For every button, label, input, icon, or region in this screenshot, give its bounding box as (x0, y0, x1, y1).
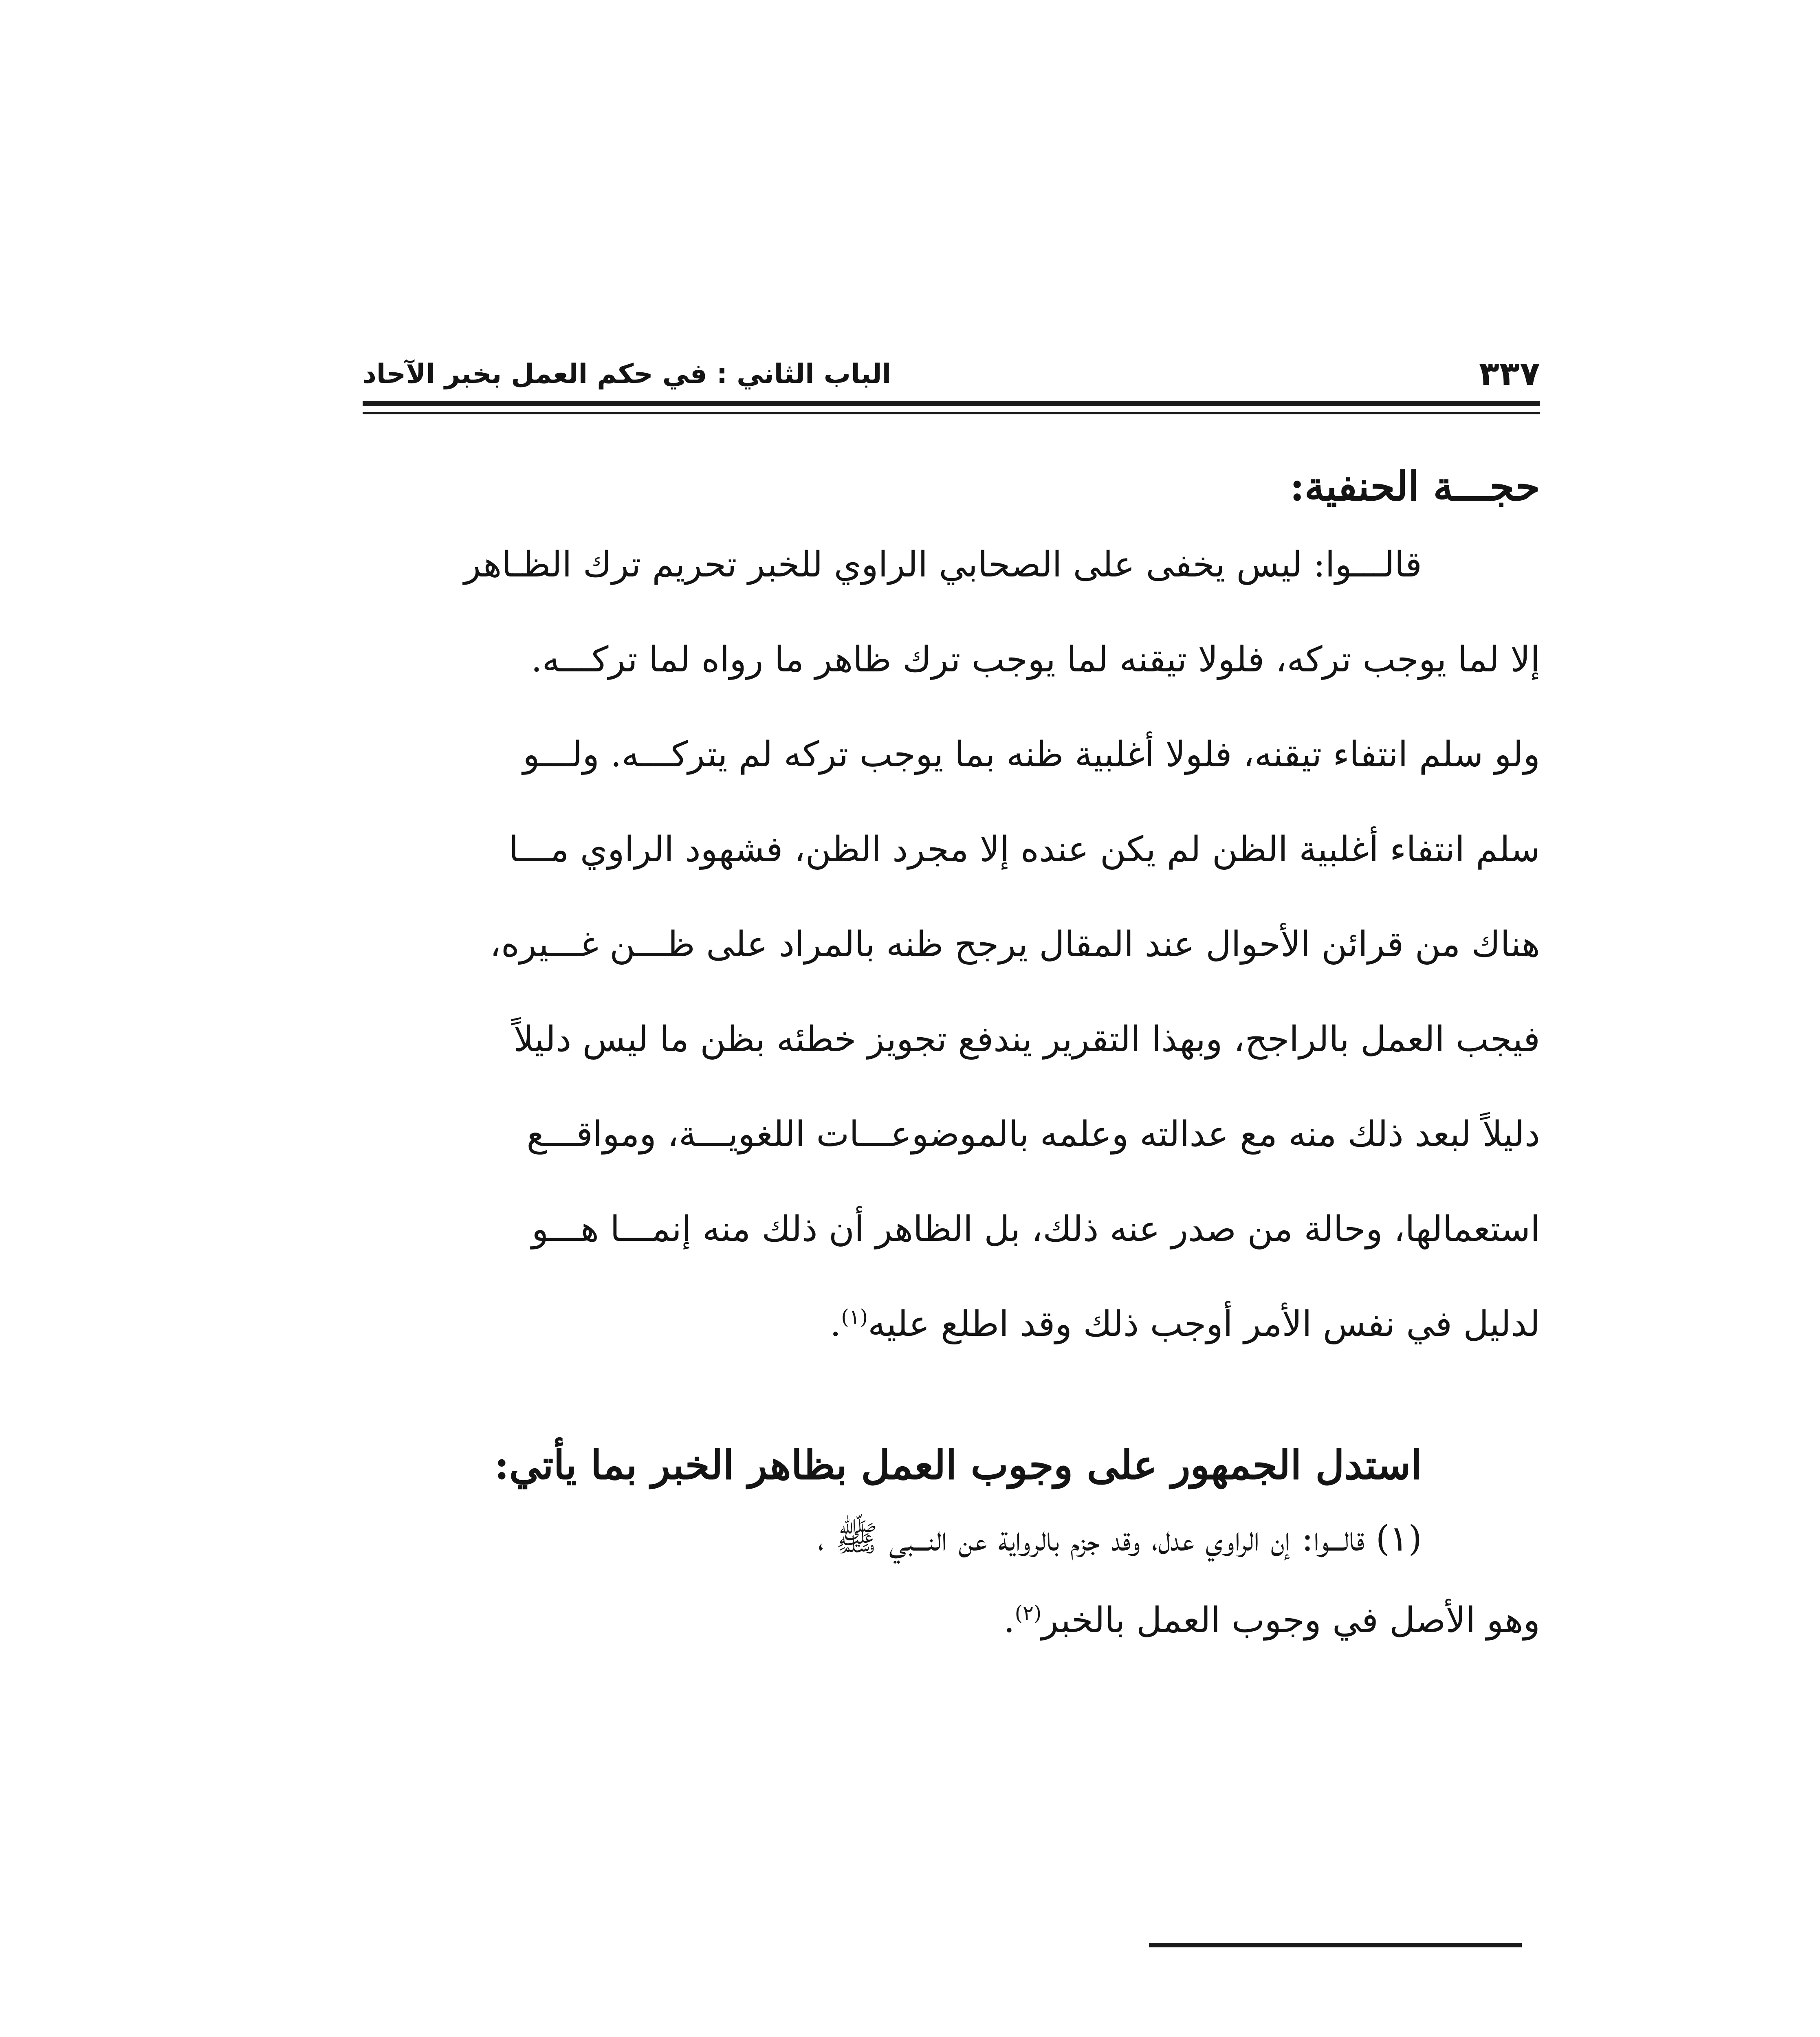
text-line: هناك من قرائن الأحوال عند المقال يرجح ظنه بالمراد على ظـــن غـــيره، (490, 924, 1540, 965)
text-line-last (359, 1579, 1540, 1661)
section-heading-hanafi: حجـــة الحنفية: (1290, 463, 1540, 510)
footnote-ref-1: (١) (841, 1305, 868, 1329)
text-line: دليلاً لبعد ذلك منه مع عدالته وعلمه بالموضوعـــات اللغويـــة، ومواقـــع (526, 1114, 1540, 1155)
text-line: (١) قالـــوا: إن الراوي عدل، وقد جزم بالرواية عن النـــبي ﷺ ، (817, 1518, 1422, 1559)
main-text (359, 456, 1540, 1661)
page-header (363, 354, 1540, 394)
text-run: لدليل في نفس الأمر أوجب ذلك وقد اطلع عليه (868, 1304, 1540, 1344)
text-line: ولو سلم انتفاء تيقنه، فلولا أغلبية ظنه بما يوجب تركه لم يتركـــه. ولـــو (523, 734, 1540, 775)
section-heading-jumhur: استدل الجمهور على وجوب العمل بظاهر الخبر بما يأتي: (494, 1442, 1422, 1489)
text-line: استعمالها، وحالة من صدر عنه ذلك، بل الظاهر أن ذلك منه إنمـــا هـــو (531, 1209, 1540, 1249)
period: . (830, 1304, 841, 1344)
footnote-separator (1149, 1943, 1522, 1947)
text-line: قالـــوا: ليس يخفى على الصحابي الراوي للخبر تحريم ترك الظـاهر (464, 544, 1422, 585)
text-line: سلم انتفاء أغلبية الظن لم يكن عنده إلا مجرد الظن، فشهود الراوي مـــا (508, 829, 1540, 870)
running-title: الباب الثاني : في حكم العمل بخبر الآحاد (363, 358, 891, 389)
text-line: فيجب العمل بالراجح، وبهذا التقرير يندفع تجويز خطئه بظن ما ليس دليلاً (513, 1019, 1540, 1060)
page-number: ٣٣٧ (1479, 354, 1540, 393)
period: . (1004, 1600, 1015, 1641)
header-rule-thick (363, 401, 1540, 406)
text-line: إلا لما يوجب تركه، فلولا تيقنه لما يوجب ترك ظاهر ما رواه لما تركـــه. (531, 639, 1540, 680)
footnote-ref-2: (٢) (1015, 1601, 1042, 1625)
header-rule-thin (363, 412, 1540, 414)
text-run: وهو الأصل في وجوب العمل بالخبر (1041, 1600, 1540, 1641)
text-line-last (359, 1277, 1540, 1372)
section-gap (359, 1372, 1540, 1433)
